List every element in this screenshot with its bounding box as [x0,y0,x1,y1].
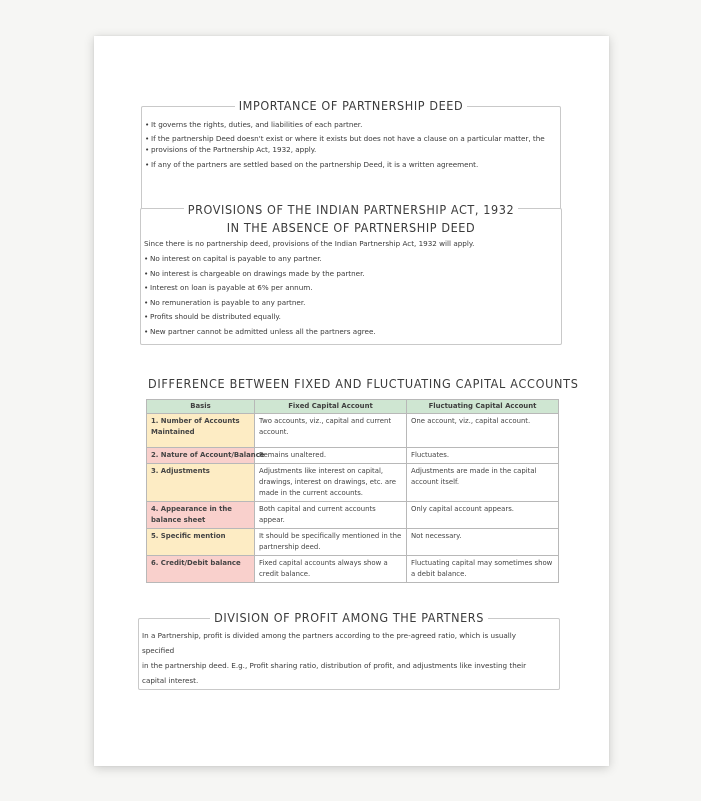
header-fluctuating: Fluctuating Capital Account [407,400,559,414]
fluctuating-cell: Only capital account appears. [407,502,559,529]
fluctuating-cell: Adjustments are made in the capital account itself. [407,464,559,502]
fluctuating-cell: Not necessary. [407,529,559,556]
list-item: • No remuneration is payable to any partner. [144,296,556,311]
header-basis: Basis [147,400,255,414]
division-line: capital interest. [142,676,199,685]
provisions-box [140,202,562,345]
table-row [147,448,559,464]
provisions-intro: Since there is no partnership deed, provisions of the Indian Partnership Act, 1932 will apply. [144,239,475,248]
fixed-cell: Remains unaltered. [255,448,407,464]
fluctuating-cell: Fluctuating capital may sometimes show a debit balance. [407,556,559,583]
list-item: • Profits should be distributed equally. [144,310,556,325]
fixed-cell: It should be specifically mentioned in the partnership deed. [255,529,407,556]
fluctuating-cell: One account, viz., capital account. [407,414,559,448]
list-item: • New partner cannot be admitted unless all the partners agree. [144,325,556,340]
list-item: • If any of the partners are settled based on the partnership Deed, it is a written agreement. [145,158,557,173]
header-fixed: Fixed Capital Account [255,400,407,414]
document-page [94,36,609,766]
basis-cell: 2. Nature of Account/Balance [147,448,255,464]
list-item: • It governs the rights, duties, and liabilities of each partner. [145,118,557,133]
provisions-title: PROVISIONS OF THE INDIAN PARTNERSHIP ACT, 1932 IN THE ABSENCE OF PARTNERSHIP DEED [141,201,561,237]
list-item: • No interest on capital is payable to any partner. [144,252,556,267]
division-box [138,610,560,690]
division-line: In a Partnership, profit is divided among the partners according to the pre-agreed ratio, which is usually [142,631,517,640]
division-line: specified [142,646,175,655]
difference-title: DIFFERENCE BETWEEN FIXED AND FLUCTUATING CAPITAL ACCOUNTS [148,376,579,391]
importance-list [145,118,557,172]
list-item: • No interest is chargeable on drawings made by the partner. [144,267,556,282]
importance-title: IMPORTANCE OF PARTNERSHIP DEED [142,98,560,113]
basis-cell: 3. Adjustments [147,464,255,502]
fixed-cell: Both capital and current accounts appear. [255,502,407,529]
table-row [147,464,559,502]
fixed-cell: Adjustments like interest on capital, drawings, interest on drawings, etc. are made in the current accounts. [255,464,407,502]
importance-box [141,98,561,212]
basis-cell: 4. Appearance in the balance sheet [147,502,255,529]
fluctuating-cell: Fluctuates. [407,448,559,464]
table-row [147,556,559,583]
list-item: • If the partnership Deed doesn't exist or where it exists but does not have a clause on a particular matter, the [145,133,557,144]
table-row [147,502,559,529]
division-line: in the partnership deed. E.g., Profit sharing ratio, distribution of profit, and adjustments like investing their [142,661,527,670]
table-row [147,529,559,556]
division-title: DIVISION OF PROFIT AMONG THE PARTNERS [139,610,559,625]
capital-comparison-table [146,399,559,583]
fixed-cell: Fixed capital accounts always show a credit balance. [255,556,407,583]
basis-cell: 1. Number of Accounts Maintained [147,414,255,448]
list-item: • Interest on loan is payable at 6% per annum. [144,281,556,296]
fixed-cell: Two accounts, viz., capital and current account. [255,414,407,448]
list-item-continuation: • provisions of the Partnership Act, 1932, apply. [145,144,557,155]
basis-cell: 6. Credit/Debit balance [147,556,255,583]
provisions-list [144,252,556,340]
table-row [147,414,559,448]
basis-cell: 5. Specific mention [147,529,255,556]
